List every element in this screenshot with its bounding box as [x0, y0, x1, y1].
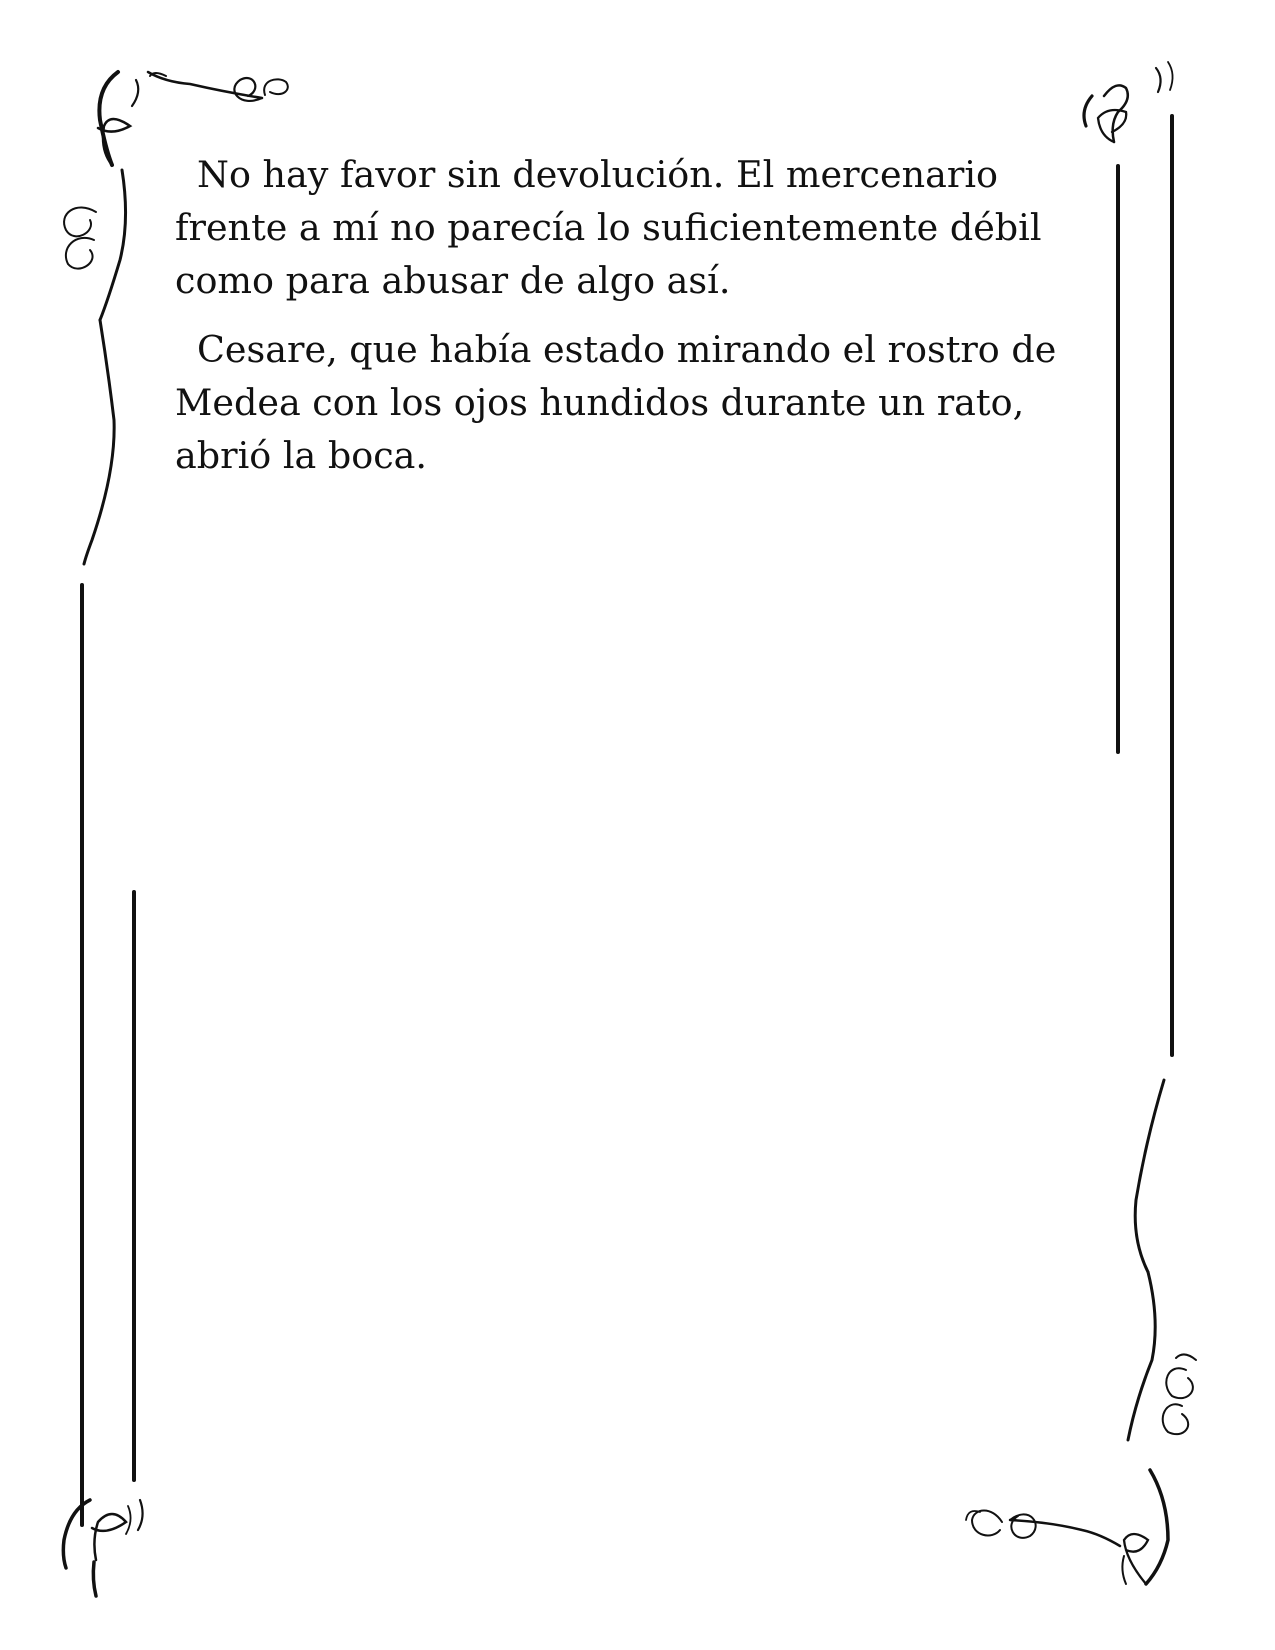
paragraph-2: Cesare, que había estado mirando el rostro de Medea con los ojos hundidos durante un rato, abrió la boca. [175, 328, 1057, 477]
paragraph-1: No hay favor sin devolución. El mercenario frente a mí no parecía lo suficientemente débil como para abusar de algo así. [175, 153, 1042, 302]
text-body [175, 148, 1080, 498]
bottom-right-flourish-icon [966, 1080, 1196, 1584]
bottom-left-flourish-icon [63, 1500, 142, 1596]
top-right-flourish-icon [1084, 62, 1173, 142]
